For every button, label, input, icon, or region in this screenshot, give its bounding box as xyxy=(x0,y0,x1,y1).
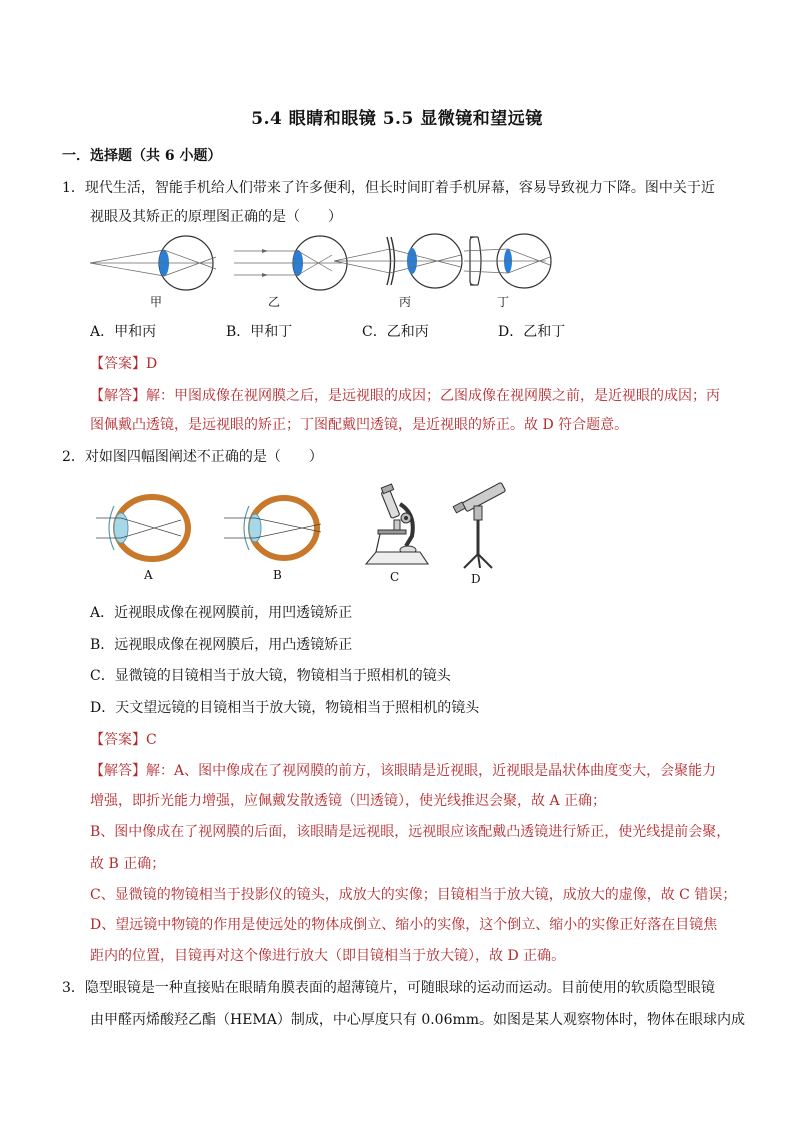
q1-option-c: C．乙和丙 xyxy=(362,324,429,340)
q2-explanation-line6: D、望远镜中物镜的作用是使远处的物体成倒立、缩小的实像，这个倒立、缩小的实像正好落在目镜焦 xyxy=(90,917,718,933)
q2-option-a: A．近视眼成像在视网膜前，用凹透镜矫正 xyxy=(90,605,353,621)
q1-eye-figure-jia xyxy=(88,235,218,291)
q1-eye-figure-bing xyxy=(332,231,467,291)
q1-answer xyxy=(90,353,157,373)
expl-text: 解：甲图成像在视网膜之后，是远视眼的成因；乙图成像在视网膜之前，是近视眼的成因；丙 xyxy=(146,388,720,404)
q2-explanation-line3: B、图中像成在了视网膜的后面，该眼睛是远视眼，远视眼应该配戴凸透镜进行矫正，使光线提前会聚， xyxy=(90,824,731,840)
q2-figure-b-hyperopia-eye xyxy=(224,492,322,564)
q2-stem: 2．对如图四幅图阐述不正确的是（ ） xyxy=(62,449,323,465)
expl-text: 解：A、图中像成在了视网膜的前方，该眼睛是近视眼，近视眼是晶状体曲度变大，会聚能力 xyxy=(146,763,717,779)
telescope-icon xyxy=(448,482,508,572)
q3-stem-line2: 由甲醛丙烯酸羟乙酯（HEMA）制成，中心厚度只有 0.06mm。如图是某人观察物体时，物体在眼球内成 xyxy=(90,1012,746,1028)
q1-option-d: D．乙和丁 xyxy=(498,324,566,340)
q2-figure-a-myopia-eye xyxy=(96,492,192,564)
answer-value: D xyxy=(146,356,158,372)
q2-option-d: D．天文望远镜的目镜相当于放大镜，物镜相当于照相机的镜头 xyxy=(90,700,480,716)
q2-explanation-line2: 增强，即折光能力增强，应佩戴发散透镜（凹透镜），使光线推迟会聚，故 A 正确； xyxy=(90,793,607,809)
q1-fig-label-2: 乙 xyxy=(268,295,281,309)
q1-eye-figure-ding xyxy=(466,231,576,291)
q2-explanation-line5: C、显微镜的物镜相当于投影仪的镜头，成放大的实像；目镜相当于放大镜，成放大的虚像，故 C 错误； xyxy=(90,887,737,903)
q1-explanation-line2: 图佩戴凸透镜，是远视眼的矫正；丁图配戴凹透镜，是近视眼的矫正。故 D 符合题意。 xyxy=(90,417,629,433)
q2-explanation-line4: 故 B 正确； xyxy=(90,856,166,872)
q2-fig-label-b: B xyxy=(273,568,282,582)
q1-stem-line1: 1．现代生活，智能手机给人们带来了许多便利，但长时间盯着手机屏幕，容易导致视力下降。图中关于近 xyxy=(62,180,715,196)
q1-fig-label-3: 丙 xyxy=(399,295,412,309)
q2-fig-label-a: A xyxy=(144,568,153,582)
q1-fig-label-4: 丁 xyxy=(497,295,510,309)
section-heading: 一．选择题（共 6 小题） xyxy=(62,148,222,164)
q1-fig-label-1: 甲 xyxy=(150,295,163,309)
q1-explanation-line1 xyxy=(90,385,720,405)
q3-stem-line1: 3．隐型眼镜是一种直接贴在眼睛角膜表面的超薄镜片，可随眼球的运动而运动。目前使用的软质隐型眼镜 xyxy=(62,980,715,996)
q2-explanation-line7: 距内的位置，目镜再对这个像进行放大（即目镜相当于放大镜），故 D 正确。 xyxy=(90,948,566,964)
page-title: 5.4 眼睛和眼镜 5.5 显微镜和望远镜 xyxy=(251,109,543,129)
answer-value: C xyxy=(146,732,157,748)
jieda-tag: 【解答】 xyxy=(90,388,146,404)
answer-tag: 【答案】 xyxy=(90,356,146,372)
q2-answer xyxy=(90,729,157,749)
q2-fig-label-d: D xyxy=(471,572,481,586)
q1-stem-line2: 视眼及其矫正的原理图正确的是（ ） xyxy=(90,209,342,225)
q1-option-b: B．甲和丁 xyxy=(226,324,293,340)
q1-option-a: A．甲和丙 xyxy=(90,324,157,340)
answer-tag: 【答案】 xyxy=(90,732,146,748)
q2-option-b: B．远视眼成像在视网膜后，用凸透镜矫正 xyxy=(90,637,353,653)
jieda-tag: 【解答】 xyxy=(90,763,146,779)
microscope-icon xyxy=(356,484,438,570)
q2-fig-label-c: C xyxy=(390,570,400,584)
q2-option-c: C．显微镜的目镜相当于放大镜，物镜相当于照相机的镜头 xyxy=(90,668,451,684)
q2-explanation-line1 xyxy=(90,760,716,780)
